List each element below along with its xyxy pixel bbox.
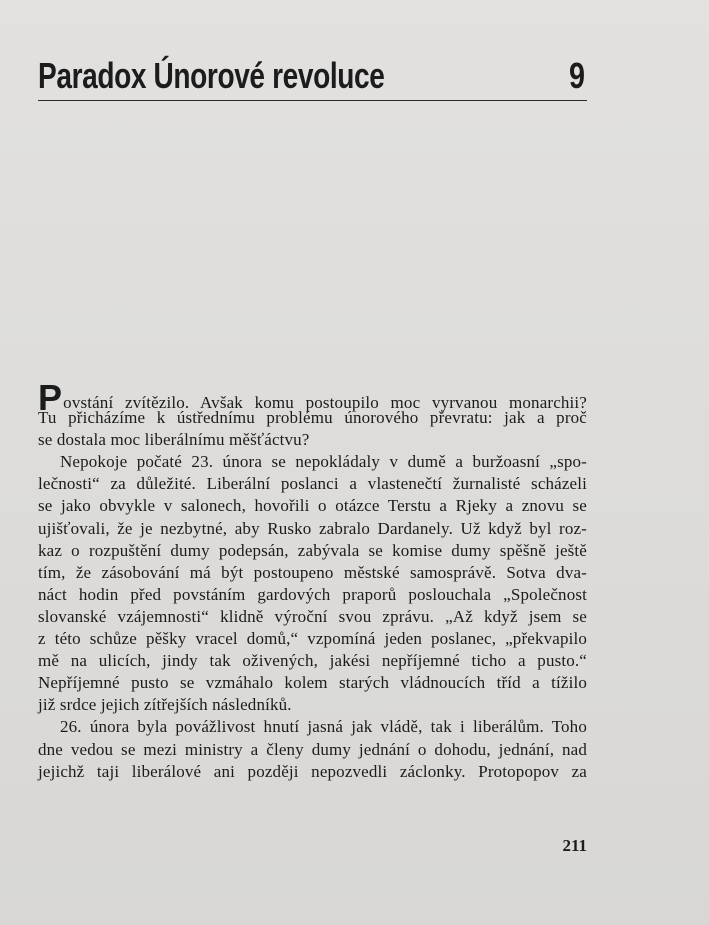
text-line: jejichž taji liberálové ani později nepozvedli záclonky. Protopopov za: [38, 761, 587, 781]
text-line-content: ovstání zvítězilo. Avšak komu postoupilo moc vyrvanou monarchii?: [63, 393, 587, 412]
text-line: Nepokoje počaté 23. února se nepokládaly v dumě a buržoasní „spo-: [60, 452, 587, 472]
text-line: již srdce jejich zítřejších následníků.: [38, 695, 292, 715]
page-number: 211: [562, 836, 587, 855]
text-line: se jako obvykle v salonech, hovořili o otázce Terstu a Rjeky a znovu se: [38, 496, 587, 516]
text-line: slovanské vzájemnosti“ klidně výroční svou zprávu. „Až když jsem se: [38, 606, 587, 626]
text-line: se dostala moc liberálnímu měšťáctvu?: [38, 430, 310, 450]
text-line: tím, že zásobování má být postoupeno městské samosprávě. Sotva dva-: [38, 562, 587, 582]
text-line: kaz o rozpuštění dumy podepsán, zabývala se komise dumy spěšně ještě: [38, 540, 587, 560]
text-line: Nepříjemné pusto se vzmáhalo kolem starých vládnoucích tříd a tížilo: [38, 673, 587, 693]
chapter-header: [38, 56, 587, 101]
body-text: [38, 377, 587, 783]
text-line: náct hodin před povstáním gardových praporů poslouchala „Společnost: [38, 584, 587, 604]
text-line: z této schůze pěšky vracel domů,“ vzpomíná jeden poslanec, „překvapilo: [38, 629, 587, 649]
text-line: ujišťovali, že je nezbytné, aby Rusko zabralo Dardanely. Už když byl roz-: [38, 518, 587, 538]
text-line: Tu přicházíme k ústřednímu problému únorového převratu: jak a proč: [38, 408, 587, 428]
text-line: dne vedou se mezi ministry a členy dumy jednání o dohodu, jednání, nad: [38, 739, 587, 759]
drop-cap: P: [38, 377, 63, 418]
chapter-title: Paradox Únorové revoluce: [38, 55, 385, 96]
chapter-number: 9: [568, 55, 585, 96]
text-line: 26. února byla povážlivost hnutí jasná jak vládě, tak i liberálům. Toho: [60, 717, 587, 737]
text-line: lečnosti“ za důležité. Liberální poslanci a vlastenečtí žurnalisté scházeli: [38, 474, 587, 494]
text-line: mě na ulicích, jindy tak oživených, jakési nepříjemné ticho a pusto.“: [38, 651, 587, 671]
